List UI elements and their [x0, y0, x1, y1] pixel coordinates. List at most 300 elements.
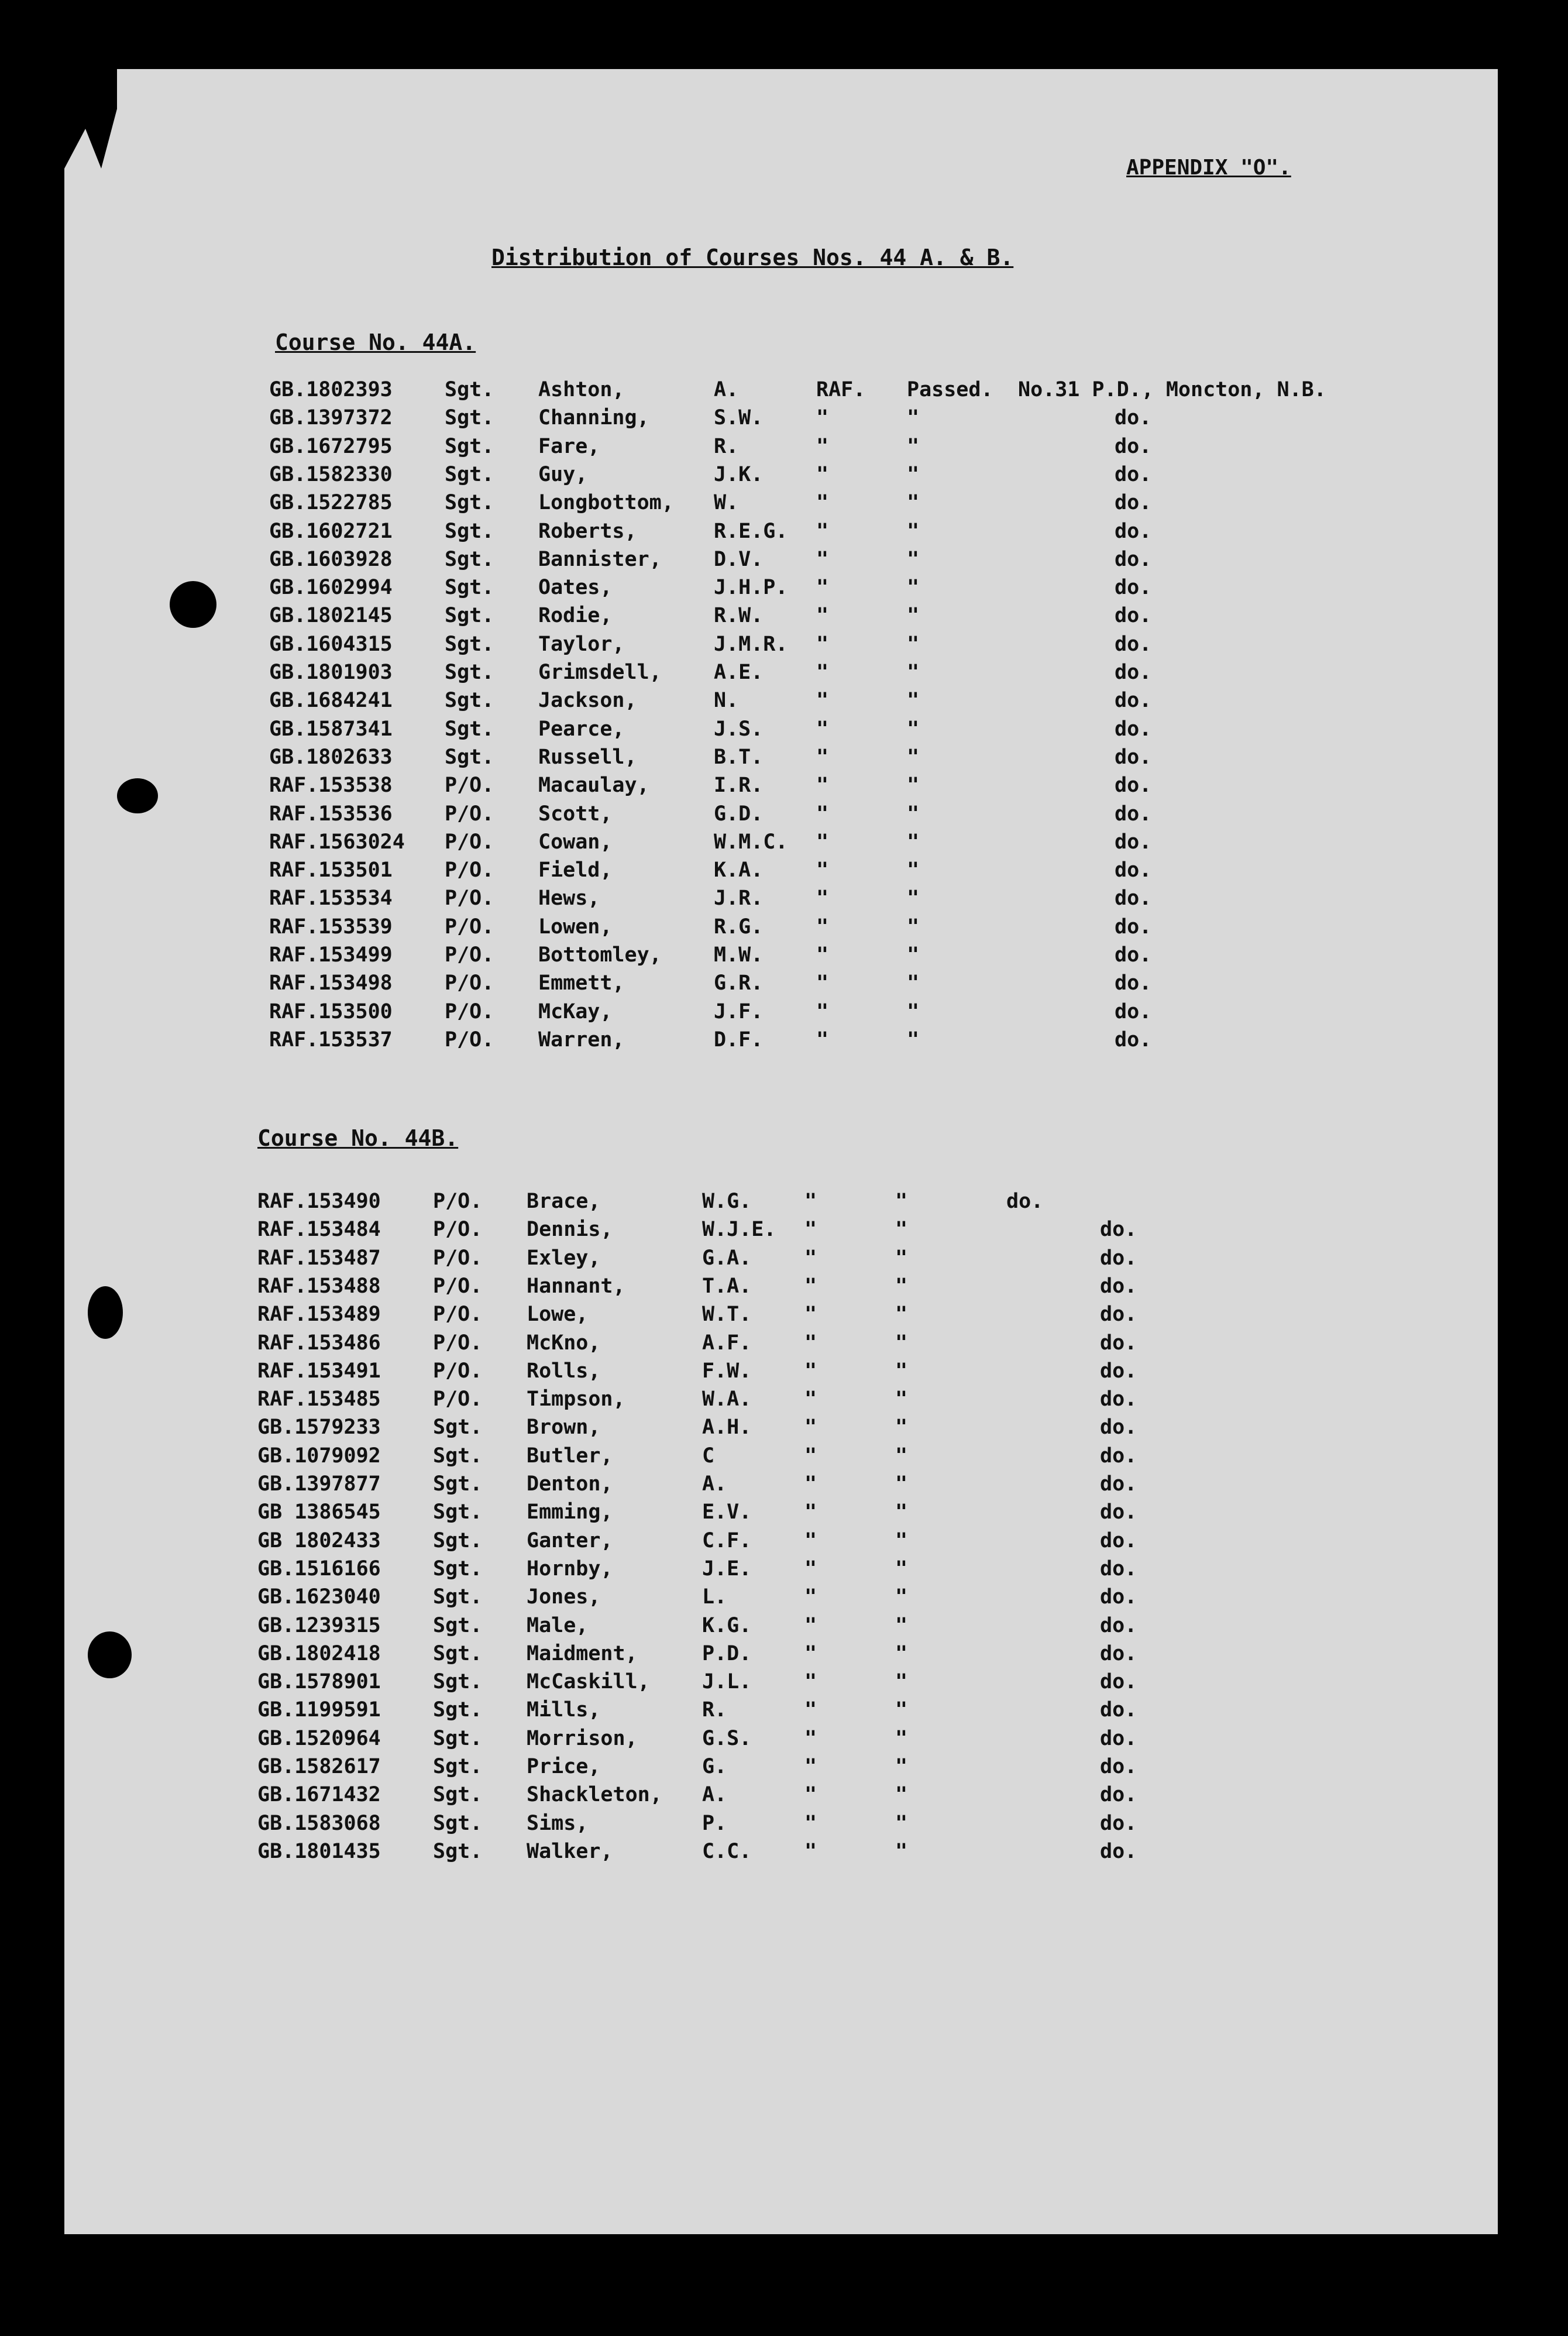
status: "	[895, 1359, 908, 1383]
rank: Sgt.	[433, 1783, 483, 1807]
posting: do.	[1100, 1670, 1137, 1694]
surname: Pearce,	[538, 717, 625, 741]
initials: A.E.	[714, 661, 764, 684]
status: "	[895, 1585, 908, 1609]
service-branch: "	[816, 576, 829, 600]
service-number: RAF.153539	[269, 915, 393, 939]
appendix-label: APPENDIX "O".	[1126, 156, 1291, 180]
table-row	[257, 1472, 1428, 1502]
surname: Warren,	[538, 1028, 625, 1052]
posting: do.	[1100, 1387, 1137, 1411]
table-row	[269, 802, 1439, 832]
surname: Rolls,	[527, 1359, 601, 1383]
status: "	[907, 632, 920, 656]
service-number: GB.1801903	[269, 661, 393, 684]
service-branch: "	[816, 632, 829, 656]
service-number: RAF.1563024	[269, 830, 405, 854]
punch-hole	[88, 1631, 132, 1678]
rank: Sgt.	[445, 604, 494, 628]
surname: Emming,	[527, 1500, 613, 1524]
surname: Lowen,	[538, 915, 613, 939]
surname: Roberts,	[538, 519, 637, 543]
service-number: RAF.153501	[269, 858, 393, 882]
initials: J.R.	[714, 887, 764, 911]
service-number: GB.1602994	[269, 576, 393, 600]
service-number: GB.1802393	[269, 378, 393, 401]
initials: J.M.R.	[714, 632, 788, 656]
posting: No.31 P.D., Moncton, N.B.	[1018, 378, 1326, 401]
initials: A.	[702, 1472, 727, 1496]
surname: Ashton,	[538, 378, 625, 401]
surname: Denton,	[527, 1472, 613, 1496]
posting: do.	[1115, 576, 1152, 600]
table-row	[257, 1557, 1428, 1586]
service-branch: "	[804, 1387, 817, 1411]
service-branch: "	[804, 1641, 817, 1665]
service-number: RAF.153538	[269, 774, 393, 798]
table-row	[269, 1000, 1439, 1029]
initials: A.H.	[702, 1416, 752, 1440]
service-number: GB.1623040	[257, 1585, 381, 1609]
table-row	[257, 1444, 1428, 1473]
service-number: GB.1520964	[257, 1726, 381, 1750]
table-row	[269, 491, 1439, 520]
surname: Grimsdell,	[538, 661, 662, 684]
status: "	[907, 661, 920, 684]
posting: do.	[1115, 519, 1152, 543]
surname: Jackson,	[538, 689, 637, 713]
initials: W.G.	[702, 1190, 752, 1213]
status: "	[895, 1218, 908, 1242]
service-number: GB.1671432	[257, 1783, 381, 1807]
posting: do.	[1100, 1613, 1137, 1637]
status: "	[895, 1726, 908, 1750]
posting: do.	[1100, 1416, 1137, 1440]
rank: Sgt.	[445, 491, 494, 515]
rank: Sgt.	[433, 1472, 483, 1496]
service-branch: "	[816, 774, 829, 798]
table-row	[269, 661, 1439, 690]
initials: M.W.	[714, 943, 764, 967]
posting: do.	[1115, 830, 1152, 854]
service-branch: "	[816, 830, 829, 854]
posting: do.	[1115, 774, 1152, 798]
status: "	[907, 491, 920, 515]
service-number: GB.1802418	[257, 1641, 381, 1665]
surname: Lowe,	[527, 1303, 589, 1327]
rank: P/O.	[445, 887, 494, 911]
service-number: GB.1397372	[269, 406, 393, 430]
table-row	[257, 1783, 1428, 1812]
punch-hole	[117, 778, 158, 813]
surname: Scott,	[538, 802, 613, 826]
service-number: GB.1801435	[257, 1839, 381, 1863]
service-branch: "	[804, 1783, 817, 1807]
status: "	[907, 802, 920, 826]
posting: do.	[1100, 1472, 1137, 1496]
rank: Sgt.	[445, 519, 494, 543]
surname: Exley,	[527, 1246, 601, 1270]
table-row	[257, 1840, 1428, 1869]
surname: Jones,	[527, 1585, 601, 1609]
service-branch: "	[804, 1698, 817, 1722]
service-number: GB 1802433	[257, 1528, 381, 1552]
status: "	[907, 434, 920, 458]
initials: J.S.	[714, 717, 764, 741]
service-number: GB.1602721	[269, 519, 393, 543]
posting: do.	[1100, 1811, 1137, 1835]
surname: Butler,	[527, 1444, 613, 1468]
service-branch: "	[816, 661, 829, 684]
table-row	[269, 943, 1439, 973]
initials: G.D.	[714, 802, 764, 826]
status: "	[907, 774, 920, 798]
surname: Morrison,	[527, 1726, 638, 1750]
initials: L.	[702, 1585, 727, 1609]
table-row	[269, 689, 1439, 718]
service-number: GB.1583068	[257, 1811, 381, 1835]
document-page	[64, 69, 1498, 2234]
service-number: GB.1578901	[257, 1670, 381, 1694]
status: "	[895, 1755, 908, 1778]
rank: Sgt.	[433, 1444, 483, 1468]
table-row	[269, 406, 1439, 435]
service-branch: "	[804, 1811, 817, 1835]
service-branch: "	[816, 406, 829, 430]
torn-corner	[64, 69, 117, 169]
rank: P/O.	[445, 971, 494, 995]
service-branch: "	[804, 1190, 817, 1213]
posting: do.	[1100, 1641, 1137, 1665]
initials: C.C.	[702, 1839, 752, 1863]
rank: Sgt.	[445, 661, 494, 684]
status: "	[895, 1274, 908, 1298]
initials: T.A.	[702, 1274, 752, 1298]
initials: F.W.	[702, 1359, 752, 1383]
status: "	[895, 1500, 908, 1524]
surname: Emmett,	[538, 971, 625, 995]
status: "	[907, 406, 920, 430]
service-branch: "	[804, 1500, 817, 1524]
service-branch: "	[816, 462, 829, 486]
service-branch: "	[804, 1444, 817, 1468]
service-branch: "	[816, 717, 829, 741]
course-44a-heading: Course No. 44A.	[275, 329, 476, 355]
rank: Sgt.	[433, 1641, 483, 1665]
service-number: GB.1604315	[269, 632, 393, 656]
surname: McKno,	[527, 1331, 601, 1355]
table-row	[257, 1642, 1428, 1671]
posting: do.	[1115, 689, 1152, 713]
service-number: RAF.153484	[257, 1218, 381, 1242]
posting: do.	[1100, 1218, 1137, 1242]
rank: Sgt.	[433, 1500, 483, 1524]
surname: Bannister,	[538, 547, 662, 571]
service-branch: "	[816, 1028, 829, 1052]
posting: do.	[1115, 434, 1152, 458]
rank: Sgt.	[433, 1528, 483, 1552]
surname: Dennis,	[527, 1218, 613, 1242]
surname: Oates,	[538, 576, 613, 600]
service-number: GB.1684241	[269, 689, 393, 713]
posting: do.	[1100, 1698, 1137, 1722]
service-branch: "	[804, 1274, 817, 1298]
document-title: Distribution of Courses Nos. 44 A. & B.	[491, 245, 1014, 270]
service-number: RAF.153490	[257, 1190, 381, 1213]
initials: E.V.	[702, 1500, 752, 1524]
status: "	[895, 1331, 908, 1355]
surname: Brace,	[527, 1190, 601, 1213]
status: "	[907, 717, 920, 741]
rank: P/O.	[445, 999, 494, 1023]
initials: G.S.	[702, 1726, 752, 1750]
surname: Male,	[527, 1613, 589, 1637]
table-row	[257, 1500, 1428, 1530]
service-number: GB.1672795	[269, 434, 393, 458]
posting: do.	[1100, 1274, 1137, 1298]
status: "	[907, 887, 920, 911]
status: "	[895, 1528, 908, 1552]
surname: Hews,	[538, 887, 600, 911]
service-branch: "	[804, 1303, 817, 1327]
surname: Rodie,	[538, 604, 613, 628]
posting: do.	[1100, 1246, 1137, 1270]
status: "	[895, 1246, 908, 1270]
service-branch: "	[816, 745, 829, 769]
table-row	[269, 604, 1439, 633]
initials: W.J.E.	[702, 1218, 776, 1242]
table-row	[257, 1218, 1428, 1247]
rank: Sgt.	[445, 576, 494, 600]
initials: G.	[702, 1755, 727, 1778]
rank: Sgt.	[433, 1613, 483, 1637]
rank: P/O.	[433, 1190, 483, 1213]
initials: C	[702, 1444, 715, 1468]
service-branch: "	[816, 547, 829, 571]
surname: Hannant,	[527, 1274, 625, 1298]
rank: Sgt.	[445, 745, 494, 769]
surname: Maidment,	[527, 1641, 638, 1665]
posting: do.	[1115, 604, 1152, 628]
initials: G.A.	[702, 1246, 752, 1270]
service-branch: "	[816, 491, 829, 515]
posting: do.	[1100, 1783, 1137, 1807]
table-row	[257, 1359, 1428, 1389]
surname: Russell,	[538, 745, 637, 769]
rank: P/O.	[433, 1274, 483, 1298]
service-number: GB.1579233	[257, 1416, 381, 1440]
posting: do.	[1100, 1444, 1137, 1468]
surname: Mills,	[527, 1698, 601, 1722]
posting: do.	[1115, 406, 1152, 430]
rank: Sgt.	[433, 1416, 483, 1440]
service-number: RAF.153486	[257, 1331, 381, 1355]
status: "	[907, 830, 920, 854]
surname: Brown,	[527, 1416, 601, 1440]
surname: Hornby,	[527, 1557, 613, 1581]
surname: Sims,	[527, 1811, 589, 1835]
service-branch: "	[816, 858, 829, 882]
surname: Ganter,	[527, 1528, 613, 1552]
status: "	[895, 1387, 908, 1411]
rank: Sgt.	[433, 1557, 483, 1581]
initials: K.G.	[702, 1613, 752, 1637]
rank: P/O.	[445, 943, 494, 967]
posting: do.	[1100, 1726, 1137, 1750]
rank: Sgt.	[445, 717, 494, 741]
rank: P/O.	[445, 915, 494, 939]
status: "	[895, 1811, 908, 1835]
initials: A.	[714, 378, 739, 401]
service-number: GB 1386545	[257, 1500, 381, 1524]
surname: McKay,	[538, 999, 613, 1023]
course-44b-heading: Course No. 44B.	[257, 1125, 459, 1151]
service-branch: "	[804, 1755, 817, 1778]
service-number: RAF.153491	[257, 1359, 381, 1383]
service-branch: "	[816, 519, 829, 543]
posting: do.	[1006, 1190, 1044, 1213]
table-row	[257, 1387, 1428, 1417]
posting: do.	[1115, 858, 1152, 882]
rank: Sgt.	[445, 632, 494, 656]
initials: R.E.G.	[714, 519, 788, 543]
surname: Channing,	[538, 406, 649, 430]
service-branch: "	[816, 915, 829, 939]
initials: S.W.	[714, 406, 764, 430]
initials: W.M.C.	[714, 830, 788, 854]
surname: Bottomley,	[538, 943, 662, 967]
status: "	[895, 1190, 908, 1213]
initials: W.A.	[702, 1387, 752, 1411]
status: "	[895, 1839, 908, 1863]
posting: do.	[1115, 1028, 1152, 1052]
service-number: GB.1587341	[269, 717, 393, 741]
service-number: GB.1079092	[257, 1444, 381, 1468]
rank: P/O.	[433, 1303, 483, 1327]
posting: do.	[1100, 1331, 1137, 1355]
table-row	[257, 1416, 1428, 1445]
posting: do.	[1115, 491, 1152, 515]
initials: J.L.	[702, 1670, 752, 1694]
status: "	[907, 915, 920, 939]
surname: Cowan,	[538, 830, 613, 854]
posting: do.	[1115, 717, 1152, 741]
posting: do.	[1115, 745, 1152, 769]
status: "	[907, 1028, 920, 1052]
status: Passed.	[907, 378, 993, 401]
initials: J.K.	[714, 462, 764, 486]
service-number: GB.1582617	[257, 1755, 381, 1778]
service-number: GB.1582330	[269, 462, 393, 486]
posting: do.	[1100, 1500, 1137, 1524]
posting: do.	[1115, 915, 1152, 939]
status: "	[907, 604, 920, 628]
posting: do.	[1100, 1755, 1137, 1778]
table-row	[269, 717, 1439, 747]
service-branch: "	[816, 434, 829, 458]
service-branch: "	[804, 1557, 817, 1581]
service-number: RAF.153536	[269, 802, 393, 826]
table-row	[269, 520, 1439, 549]
status: "	[907, 689, 920, 713]
table-row	[269, 887, 1439, 916]
posting: do.	[1115, 943, 1152, 967]
rank: Sgt.	[445, 547, 494, 571]
service-branch: "	[816, 971, 829, 995]
initials: K.A.	[714, 858, 764, 882]
initials: B.T.	[714, 745, 764, 769]
initials: P.D.	[702, 1641, 752, 1665]
rank: Sgt.	[445, 406, 494, 430]
status: "	[907, 745, 920, 769]
rank: Sgt.	[433, 1726, 483, 1750]
initials: G.R.	[714, 971, 764, 995]
rank: P/O.	[445, 802, 494, 826]
service-number: GB.1239315	[257, 1613, 381, 1637]
table-row	[257, 1755, 1428, 1784]
rank: Sgt.	[433, 1698, 483, 1722]
status: "	[895, 1472, 908, 1496]
service-branch: "	[804, 1670, 817, 1694]
status: "	[895, 1613, 908, 1637]
table-row	[269, 435, 1439, 464]
rank: P/O.	[433, 1359, 483, 1383]
rank: P/O.	[433, 1246, 483, 1270]
table-row	[257, 1275, 1428, 1304]
service-number: GB.1397877	[257, 1472, 381, 1496]
posting: do.	[1100, 1839, 1137, 1863]
table-row	[257, 1585, 1428, 1614]
initials: J.E.	[702, 1557, 752, 1581]
rank: P/O.	[445, 858, 494, 882]
service-number: GB.1802633	[269, 745, 393, 769]
status: "	[895, 1641, 908, 1665]
status: "	[895, 1444, 908, 1468]
status: "	[907, 519, 920, 543]
rank: Sgt.	[445, 689, 494, 713]
table-row	[257, 1246, 1428, 1276]
service-branch: "	[816, 802, 829, 826]
service-branch: "	[804, 1218, 817, 1242]
rank: P/O.	[445, 774, 494, 798]
service-branch: "	[804, 1416, 817, 1440]
service-branch: "	[804, 1331, 817, 1355]
posting: do.	[1100, 1303, 1137, 1327]
initials: A.	[702, 1783, 727, 1807]
status: "	[907, 462, 920, 486]
status: "	[907, 971, 920, 995]
table-row	[269, 633, 1439, 662]
status: "	[907, 943, 920, 967]
surname: Price,	[527, 1755, 601, 1778]
service-branch: "	[804, 1839, 817, 1863]
posting: do.	[1115, 632, 1152, 656]
service-branch: "	[816, 943, 829, 967]
service-number: RAF.153485	[257, 1387, 381, 1411]
table-row	[269, 746, 1439, 775]
surname: Guy,	[538, 462, 588, 486]
surname: Field,	[538, 858, 613, 882]
initials: J.F.	[714, 999, 764, 1023]
service-branch: RAF.	[816, 378, 866, 401]
posting: do.	[1115, 971, 1152, 995]
service-number: RAF.153489	[257, 1303, 381, 1327]
rank: P/O.	[433, 1218, 483, 1242]
rank: Sgt.	[445, 378, 494, 401]
table-row	[257, 1331, 1428, 1361]
initials: A.F.	[702, 1331, 752, 1355]
status: "	[907, 858, 920, 882]
